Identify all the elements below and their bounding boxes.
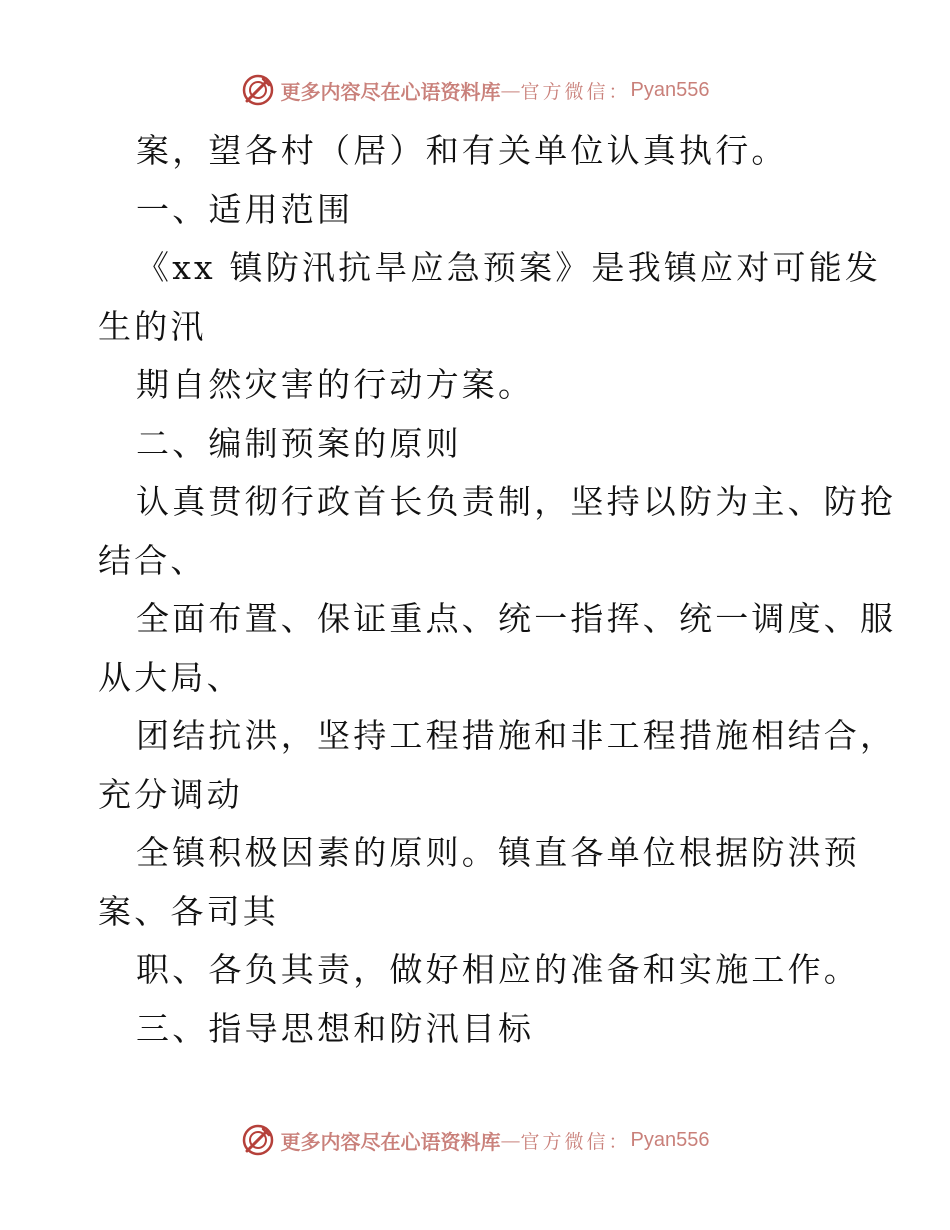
- watermark-id: Pyan556: [630, 78, 710, 101]
- text-line: 全镇积极因素的原则。镇直各单位根据防洪预: [136, 833, 860, 872]
- text-line: 《xx 镇防汛抗旱应急预案》是我镇应对可能发: [136, 248, 882, 287]
- text-line: 团结抗洪，坚持工程措施和非工程措施相结合，: [136, 716, 897, 755]
- header-watermark: [0, 70, 950, 110]
- text-line: 认真贯彻行政首长负责制，坚持以防为主、防抢: [136, 482, 897, 521]
- text-line: 从大局、: [98, 657, 243, 697]
- text-line: 生的汛: [98, 306, 207, 346]
- watermark-sub-text: 官方微信：: [520, 80, 631, 103]
- text-line: 三、指导思想和防汛目标: [136, 1008, 535, 1048]
- text-line: 期自然灾害的行动方案。: [136, 365, 535, 404]
- document-body: [98, 122, 897, 1058]
- text-line: 案、各司其: [98, 891, 279, 931]
- watermark-id: Pyan556: [630, 1128, 710, 1151]
- watermark-dash: —: [500, 1128, 521, 1152]
- text-line: 充分调动: [98, 774, 243, 814]
- text-line: 二、编制预案的原则: [136, 423, 462, 463]
- text-line: 一、适用范围: [136, 189, 354, 229]
- text-line: 案，望各村（居）和有关单位认真执行。: [136, 131, 788, 170]
- stamp-logo-icon: [241, 1123, 275, 1157]
- watermark-sub-text: 官方微信：: [520, 1130, 631, 1153]
- watermark-main-text: 更多内容尽在心语资料库: [280, 1129, 501, 1154]
- text-line: 职、各负其责，做好相应的准备和实施工作。: [136, 950, 860, 989]
- text-line: 结合、: [98, 540, 207, 580]
- watermark-dash: —: [500, 78, 521, 102]
- watermark-main-text: 更多内容尽在心语资料库: [280, 79, 501, 104]
- stamp-logo-icon: [241, 73, 275, 107]
- text-line: 全面布置、保证重点、统一指挥、统一调度、服: [136, 599, 897, 638]
- footer-watermark: [0, 1120, 950, 1160]
